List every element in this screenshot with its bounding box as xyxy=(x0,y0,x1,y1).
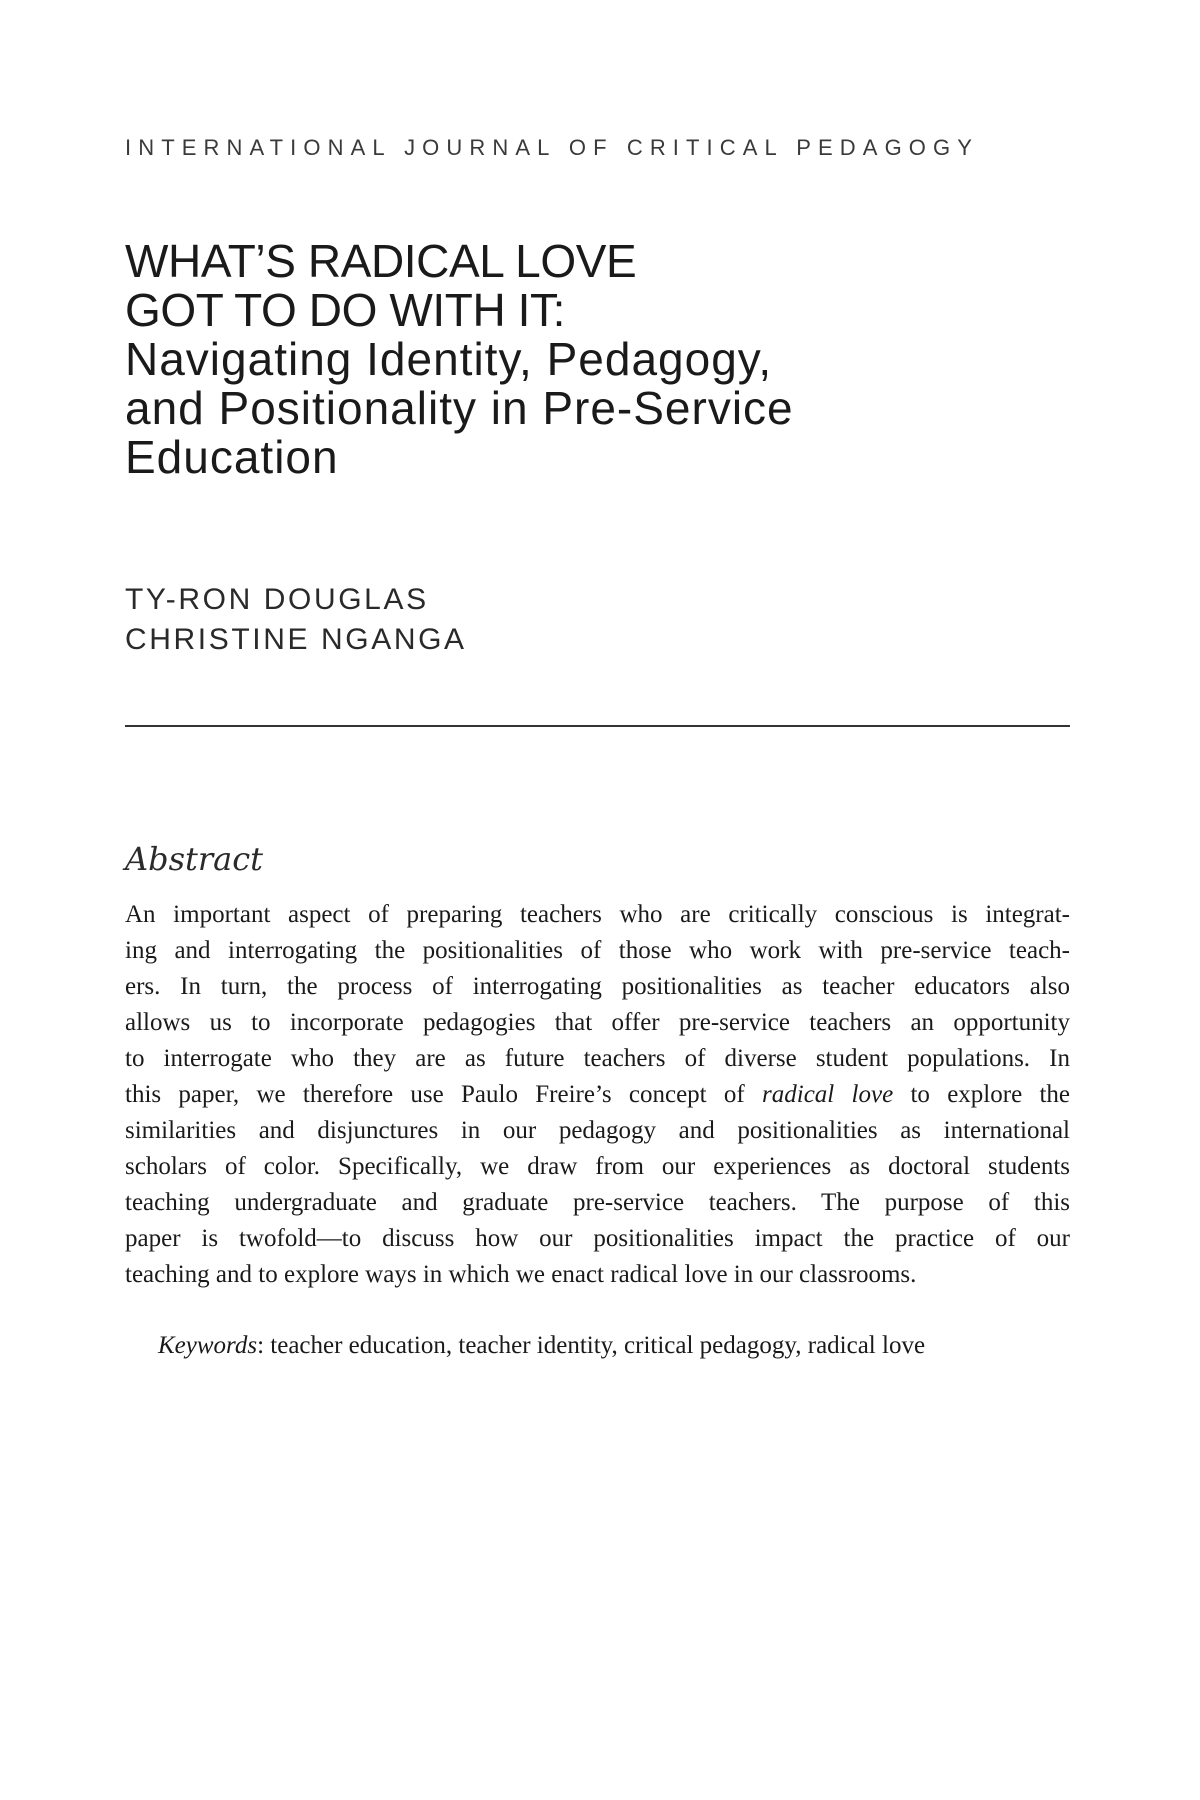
subtitle-line: and Positionality in Pre-Service xyxy=(125,382,794,434)
abstract-text-segment: this paper, we therefore use Paulo Freire’s concept of xyxy=(125,1081,763,1108)
abstract-line xyxy=(125,1077,1070,1113)
abstract-line: ers. In turn, the process of interrogating positionalities as teacher educators also xyxy=(125,973,1070,1000)
subtitle-line: Education xyxy=(125,431,339,483)
author-list xyxy=(125,580,467,660)
keywords-separator: : xyxy=(257,1332,271,1359)
article-title xyxy=(125,237,1070,482)
abstract-line: teaching and to explore ways in which we enact radical love in our classrooms. xyxy=(125,1261,917,1288)
author-name: CHRISTINE NGANGA xyxy=(125,623,467,656)
abstract-text-segment: to explore the xyxy=(893,1081,1070,1108)
journal-name: INTERNATIONAL JOURNAL OF CRITICAL PEDAGOGY xyxy=(125,135,979,160)
keywords-label: Keywords xyxy=(158,1332,258,1359)
abstract-line: similarities and disjunctures in our pedagogy and positionalities as international xyxy=(125,1117,1070,1144)
abstract-line: An important aspect of preparing teachers who are critically conscious is integrat- xyxy=(125,901,1070,928)
author-name: TY-RON DOUGLAS xyxy=(125,583,429,616)
keywords-text: teacher education, teacher identity, critical pedagogy, radical love xyxy=(270,1332,926,1359)
article-first-page xyxy=(125,0,1070,1800)
abstract-line: to interrogate who they are as future teachers of diverse student populations. In xyxy=(125,1045,1070,1072)
abstract-line: teaching undergraduate and graduate pre-service teachers. The purpose of this xyxy=(125,1189,1070,1216)
abstract-heading: Abstract xyxy=(125,840,264,878)
subtitle-line: Navigating Identity, Pedagogy, xyxy=(125,333,773,385)
title-line: WHAT’S RADICAL LOVE xyxy=(125,235,637,287)
section-divider xyxy=(125,725,1070,727)
keywords xyxy=(158,1328,925,1364)
abstract-text xyxy=(125,897,1070,1293)
abstract-line: scholars of color. Specifically, we draw from our experiences as doctoral students xyxy=(125,1153,1070,1180)
abstract-line: ing and interrogating the positionalities of those who work with pre-service teach- xyxy=(125,937,1070,964)
abstract-line: allows us to incorporate pedagogies that offer pre-service teachers an opportunity xyxy=(125,1009,1070,1036)
title-line: GOT TO DO WITH IT: xyxy=(125,284,566,336)
radical-love-term: radical love xyxy=(762,1081,894,1108)
abstract-line: paper is twofold—to discuss how our positionalities impact the practice of our xyxy=(125,1225,1070,1252)
